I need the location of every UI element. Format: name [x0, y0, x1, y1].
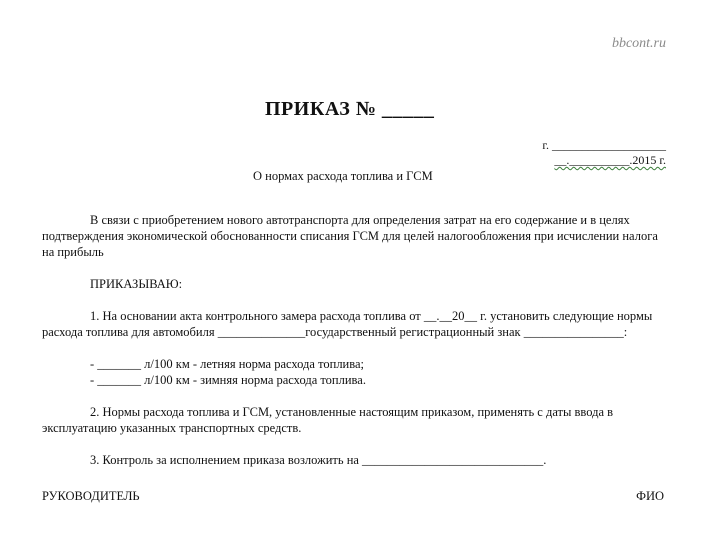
- document-subject: О нормах расхода топлива и ГСМ: [253, 169, 433, 183]
- order-word: ПРИКАЗЫВАЮ:: [90, 277, 183, 291]
- date-line: __.__________.2015 г.: [554, 153, 666, 167]
- order-item-2: 2. Нормы расхода топлива и ГСМ, установленные настоящим приказом, применять с даты ввода в эксплуатацию указанных транспортных средств.: [42, 405, 614, 435]
- signature-name: ФИО: [636, 489, 664, 503]
- order-item-1: 1. На основании акта контрольного замера расхода топлива от __.__20__ г. установить следующие нормы расхода топлива для автомобиля ______________государственный регистрационный знак ________________:: [42, 309, 653, 339]
- order-item-1-winter-norm: - _______ л/100 км - зимняя норма расхода топлива.: [90, 373, 366, 387]
- order-item-1-summer-norm: - _______ л/100 км - летняя норма расхода топлива;: [90, 357, 365, 371]
- signature-role: РУКОВОДИТЕЛЬ: [42, 489, 140, 503]
- preamble-paragraph: В связи с приобретением нового автотранспорта для определения затрат на его содержание и в целях подтверждения экономической обоснованности списания ГСМ для целей налогообложения при исчислении налога на прибыль: [42, 213, 658, 259]
- document-title: ПРИКАЗ № _____: [265, 98, 435, 120]
- watermark: bbcont.ru: [611, 36, 666, 51]
- order-item-3: 3. Контроль за исполнением приказа возложить на _____________________________.: [90, 453, 547, 467]
- city-line: г. ___________________: [542, 138, 666, 152]
